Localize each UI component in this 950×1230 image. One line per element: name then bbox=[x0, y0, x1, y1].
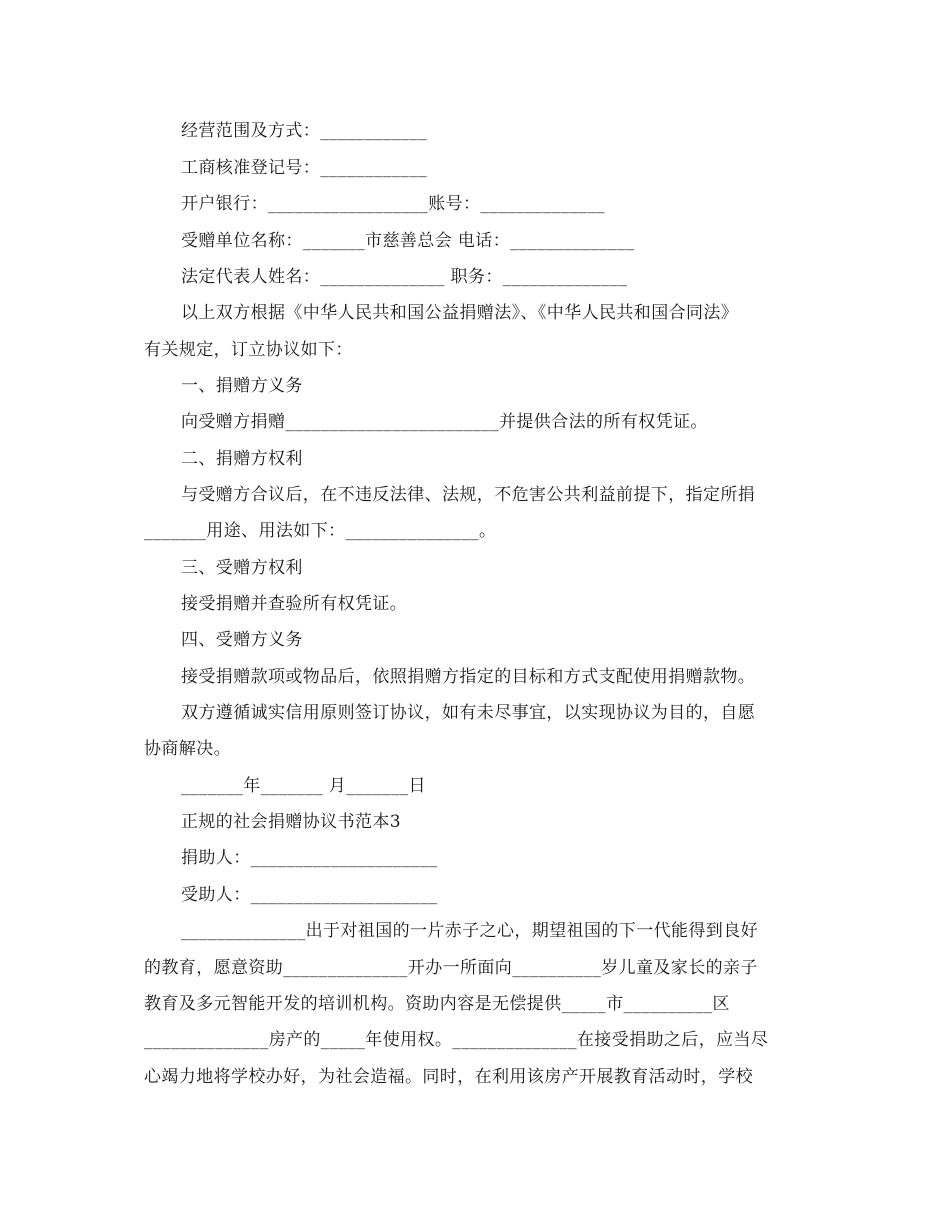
closing-paragraph-line-2: 协商解决。 bbox=[144, 739, 231, 759]
donor-field-line: 捐助人：_____________________ bbox=[181, 848, 438, 868]
registration-number-line: 工商核准登记号：____________ bbox=[181, 158, 427, 178]
recipient-rights-text: 接受捐赠并查验所有权凭证。 bbox=[181, 594, 408, 614]
business-scope-line: 经营范围及方式：____________ bbox=[181, 121, 427, 141]
recipient-obligation-text: 接受捐赠款项或物品后，依照捐赠方指定的目标和方式支配使用捐赠款物。 bbox=[181, 667, 756, 687]
donor-rights-line-2: _______用途、用法如下：_______________。 bbox=[144, 521, 497, 541]
section-heading-3: 三、受赠方权利 bbox=[181, 558, 303, 578]
closing-paragraph-line-1: 双方遵循诚实信用原则签订协议，如有未尽事宜，以实现协议为目的，自愿 bbox=[181, 703, 756, 723]
legal-representative-line: 法定代表人姓名：______________ 职务：______________ bbox=[181, 267, 628, 287]
body-paragraph-line-4: ______________房产的_____年使用权。______________在接受捐助之后，应当尽 bbox=[144, 1030, 769, 1050]
donor-rights-line-1: 与受赠方合议后，在不违反法律、法规，不危害公共利益前提下，指定所捐 bbox=[181, 485, 756, 505]
section-heading-2: 二、捐赠方权利 bbox=[181, 449, 303, 469]
basis-paragraph-line-2: 有关规定，订立协议如下： bbox=[144, 340, 353, 360]
recipient-name-line: 受赠单位名称：_______市慈善总会 电话：______________ bbox=[181, 231, 635, 251]
body-paragraph-line-5: 心竭力地将学校办好，为社会造福。同时，在利用该房产开展教育活动时，学校 bbox=[144, 1067, 753, 1087]
bank-account-line: 开户银行：__________________账号：______________ bbox=[181, 194, 605, 214]
body-paragraph-line-3: 教育及多元智能开发的培训机构。资助内容是无偿提供_____市__________区 bbox=[144, 994, 730, 1014]
section-heading-4: 四、受赠方义务 bbox=[181, 630, 303, 650]
body-paragraph-line-2: 的教育，愿意资助______________开办一所面向__________岁儿童及家长的亲子 bbox=[144, 958, 758, 978]
date-line: _______年_______ 月_______日 bbox=[181, 776, 426, 796]
donor-obligation-text: 向受赠方捐赠________________________并提供合法的所有权凭证。 bbox=[181, 412, 708, 432]
recipient-field-line: 受助人：_____________________ bbox=[181, 885, 438, 905]
body-paragraph-line-1: ______________出于对祖国的一片赤子之心，期望祖国的下一代能得到良好 bbox=[181, 921, 758, 941]
section-heading-1: 一、捐赠方义务 bbox=[181, 376, 303, 396]
basis-paragraph-line-1: 以上双方根据《中华人民共和国公益捐赠法》、《中华人民共和国合同法》 bbox=[181, 303, 739, 323]
section-title-sample-3: 正规的社会捐赠协议书范本3 bbox=[181, 812, 402, 832]
